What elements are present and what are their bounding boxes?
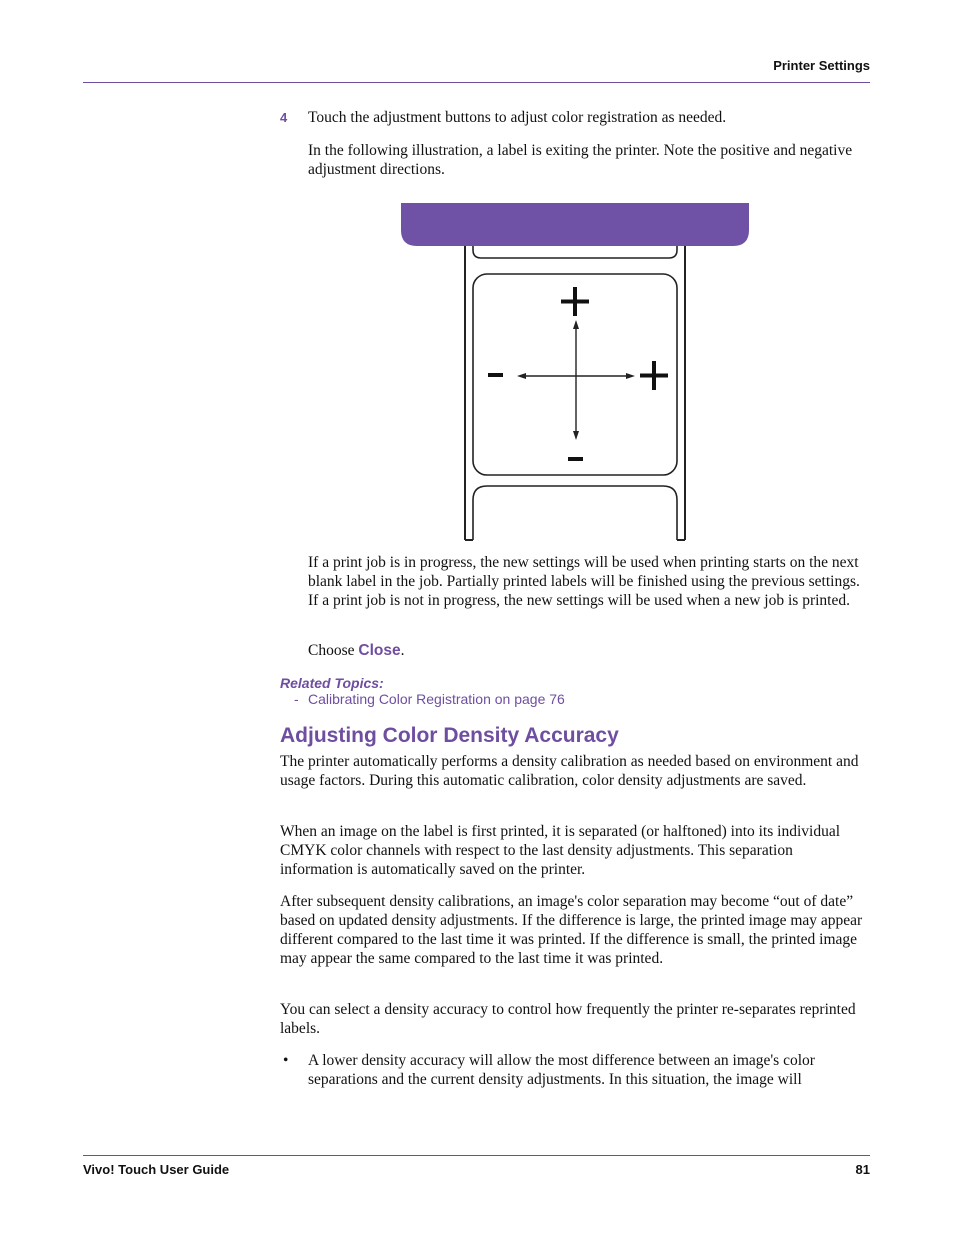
paragraph-1: The printer automatically performs a density calibration as needed based on environment and usage factors. During this automatic calibration, color density adjustments are saved. <box>280 753 859 789</box>
running-header: Printer Settings <box>773 58 870 73</box>
footer-rule <box>83 1155 870 1156</box>
printer-body <box>401 203 749 246</box>
step-text: Touch the adjustment buttons to adjust color registration as needed. <box>308 109 727 126</box>
related-topics-title: Related Topics: <box>280 675 384 691</box>
choose-close-instruction: Choose Close. <box>308 642 405 659</box>
paragraph-4: You can select a density accuracy to control how frequently the printer re-separates reprinted labels. <box>280 1001 856 1037</box>
next-label <box>473 486 677 540</box>
footer-guide-title: Vivo! Touch User Guide <box>83 1162 230 1177</box>
paragraph-3: After subsequent density calibrations, an image's color separation may become “out of date” based on updated density adjustments. If the difference is large, the printed image may appear different compared to the last time it was printed. If the difference is small, the printed image may appear the same compared to the last time it was printed. <box>280 893 863 967</box>
footer-page-number: 81 <box>855 1162 870 1177</box>
print-progress-note: If a print job is in progress, the new settings will be used when printing starts on the next blank label in the job. Partially printed labels will be finished using the previous settings. If a print job is not in progress, the new settings will be used when a new job is printed. <box>308 554 860 609</box>
step-number: 4 <box>280 110 288 125</box>
label-registration-illustration <box>395 198 755 546</box>
section-heading: Adjusting Color Density Accuracy <box>280 724 619 747</box>
related-link-calibrating-registration[interactable]: Calibrating Color Registration on page 76 <box>308 691 565 707</box>
close-button-reference: Close <box>358 642 401 659</box>
paragraph-2: When an image on the label is first printed, it is separated (or halftoned) into its individual CMYK color channels with respect to the last density adjustments. This separation information is automatically saved on the printer. <box>280 823 841 878</box>
header-rule <box>83 82 870 83</box>
bullet-item-1: A lower density accuracy will allow the most difference between an image's color separations and the current density adjustments. In this situation, the image will <box>308 1052 815 1088</box>
illustration-intro: In the following illustration, a label is exiting the printer. Note the positive and negative adjustment directions. <box>308 142 853 178</box>
related-bullet: - <box>294 691 299 707</box>
bullet-marker: • <box>283 1052 289 1069</box>
